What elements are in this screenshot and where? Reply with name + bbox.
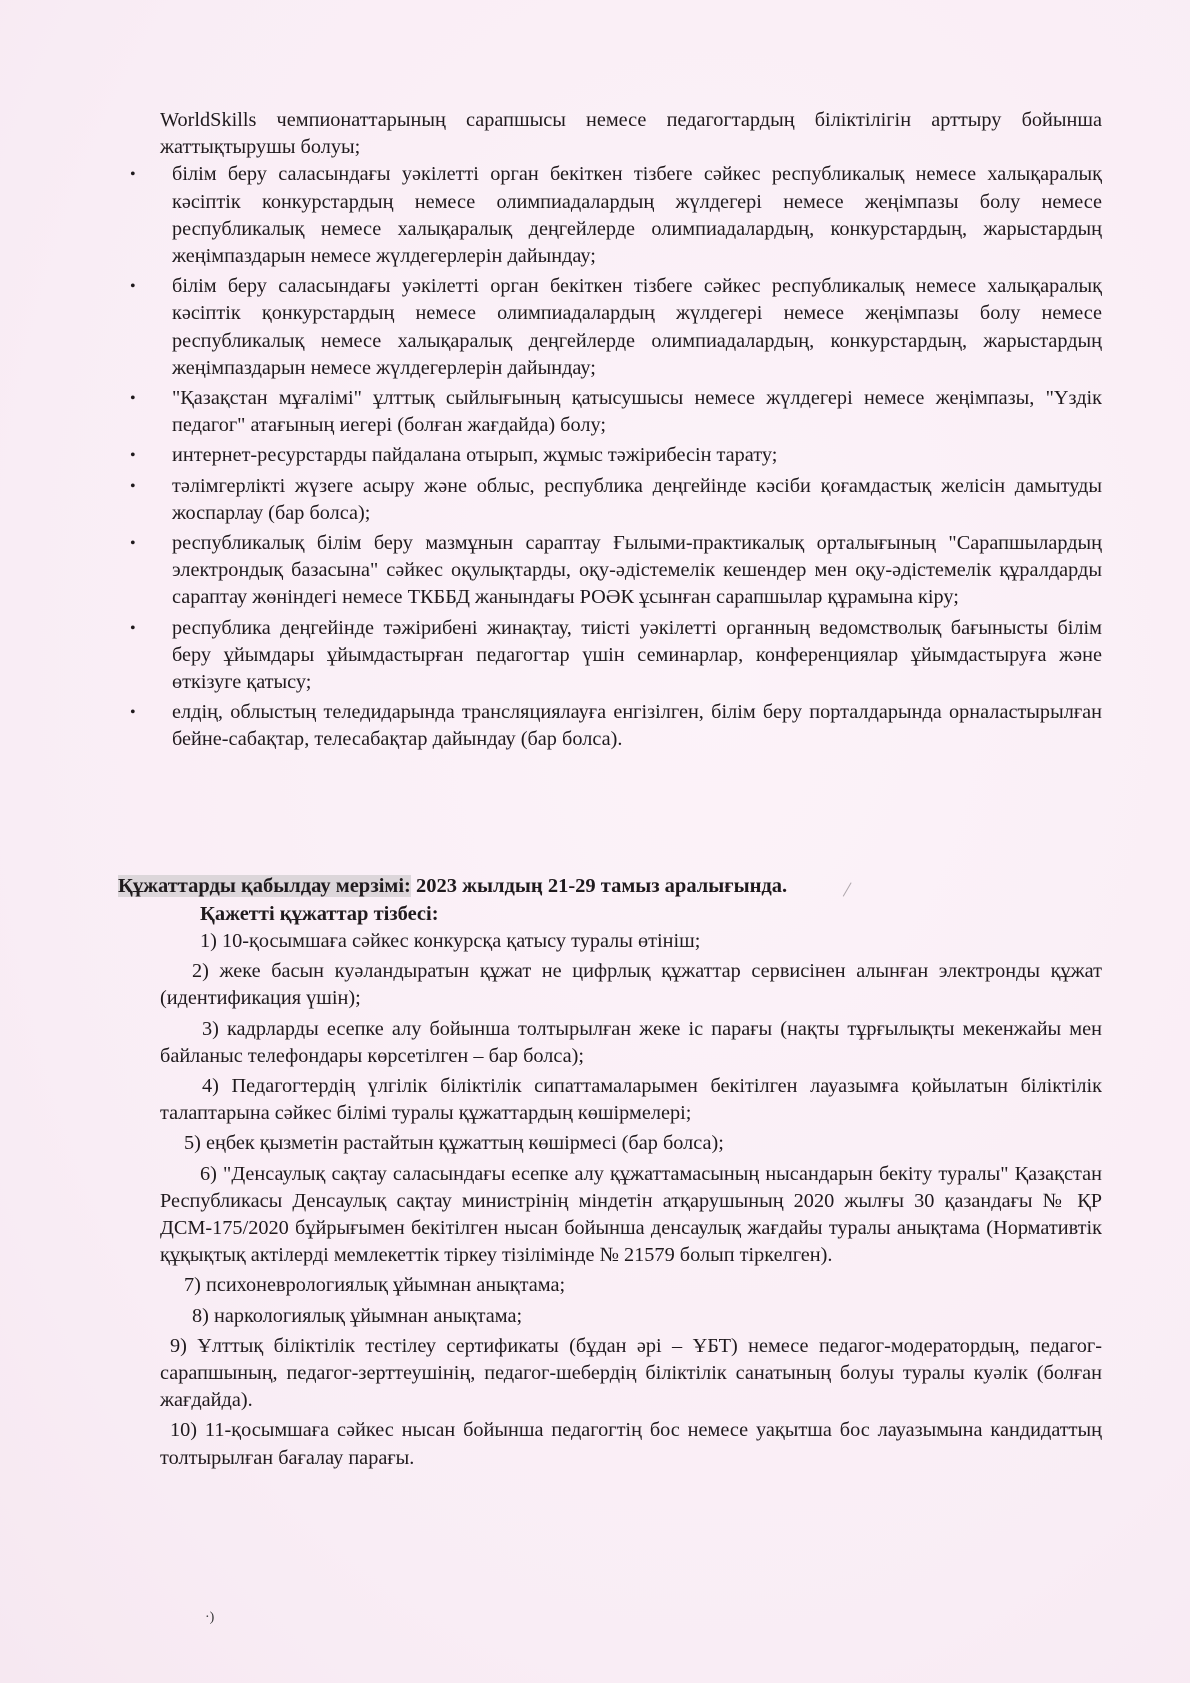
document-item: 4) Педагогтердің үлгілік біліктілік сипаттамаларымен бекітілген лауазымға қойылатын біліктілік талаптарына сәйкес білімі туралы құжаттардың көшірмелері; xyxy=(160,1075,1102,1125)
required-documents-list xyxy=(160,928,1102,1472)
bullet-text: елдің, облыстың теледидарында трансляциялауға енгізілген, білім беру порталдарында орналастырылған бейне-сабақтар, телесабақтар дайындау (бар болса). xyxy=(172,701,1102,751)
document-item: 5) еңбек қызметін растайтын құжаттың көшірмесі (бар болса); xyxy=(184,1132,724,1155)
footer-mark: ·) xyxy=(205,1610,215,1625)
bullet-icon: • xyxy=(130,477,136,495)
bullet-item xyxy=(130,385,1102,439)
requirements-section xyxy=(130,107,1102,754)
document-deadline xyxy=(118,873,1118,900)
bullet-icon: • xyxy=(130,447,136,465)
document-item: 7) психоневрологиялық ұйымнан анықтама; xyxy=(184,1274,566,1297)
document-item: 9) Ұлттық біліктілік тестілеу сертификаты (бұдан әрі – ҰБТ) немесе педагог-модератордың, педагог-сарапшының, педагог-зерттеушінің, педагог-шебердің біліктілік санатының болуы туралы куәлік (болған жағдайда). xyxy=(160,1334,1102,1412)
bullet-item xyxy=(130,615,1102,697)
document-item: 2) жеке басын куәландыратын құжат не цифрлық құжаттар сервисінен алынған электронды құжат (идентификация үшін); xyxy=(160,960,1102,1010)
bullet-item xyxy=(130,699,1102,753)
document-item: 3) кадрларды есепке алу бойынша толтырылған жеке іс парағы (нақты тұрғылықты мекенжайы мен байланыс телефондары көрсетілген – бар болса); xyxy=(160,1017,1102,1067)
bullet-icon: • xyxy=(130,535,136,553)
bullet-icon: • xyxy=(130,390,136,408)
deadline-value: 2023 жылдың 21-29 тамыз аралығында. xyxy=(410,875,788,897)
document-item: 6) "Денсаулық сақтау саласындағы есепке алу құжаттамасының нысандарын бекіту туралы" Қазақстан Республикасы Денсаулық сақтау министрінің міндетін атқарушының 2020 жылғы 30 қазандағы № ҚР ДСМ-175/2020 бұйрығымен бекітілген нысан бойынша денсаулық жағдайы туралы анықтама (Нормативтік құқықтық актілерді мемлекеттік тіркеу тізілімінде № 21579 болып тіркелген). xyxy=(160,1162,1102,1267)
bullet-text: интернет-ресурстарды пайдалана отырып, жұмыс тәжірибесін тарату; xyxy=(172,444,778,467)
bullet-icon: • xyxy=(130,166,136,184)
bullet-text: республикалық білім беру мазмұнын сараптау Ғылыми-практикалық орталығының "Сарапшылардың электрондық базасына" сәйкес оқулықтарды, оқу-әдістемелік кешендер мен оқу-әдістемелік құралдарды сараптау жөніндегі немесе ТКББД жанындағы РОӘК ұсынған сарапшылар құрамына кіру; xyxy=(172,532,1102,609)
bullet-text: "Қазақстан мұғалімі" ұлттық сыйлығының қатысушысы немесе жүлдегері немесе жеңімпазы, "Үздік педагог" атағының иегері (болған жағдайда) болу; xyxy=(172,387,1102,437)
bullet-item xyxy=(130,442,1102,469)
bullet-text: білім беру саласындағы уәкілетті орган бекіткен тізбеге сәйкес республикалық немесе халықаралық кәсіптік қонкурстардың немесе олимпиадалардың жүлдегері немесе жеңімпазы болу немесе республикалық немесе халықаралық деңгейлерде олимпиадалардың, конкурстардың, жарыстардың жеңімпаздарын немесе жүлдегерлерін дайындау; xyxy=(172,275,1102,379)
bullet-icon: • xyxy=(130,704,136,722)
bullet-icon: • xyxy=(130,278,136,296)
bullet-text: білім беру саласындағы уәкілетті орган бекіткен тізбеге сәйкес республикалық немесе халықаралық кәсіптік конкурстардың немесе олимпиадалардың жүлдегері немесе жеңімпазы болу немесе республикалық немесе халықаралық деңгейлерде олимпиадалардың, конкурстардың, жарыстардың жеңімпаздарын немесе жүлдегерлерін дайындау; xyxy=(172,163,1102,268)
requirements-bullet-list xyxy=(130,161,1102,753)
bullet-item xyxy=(130,473,1102,527)
deadline-label: Құжаттарды қабылдау мерзімі: xyxy=(118,875,411,897)
bullet-item xyxy=(130,530,1102,612)
bullet-item xyxy=(130,161,1102,270)
bullet-text: тәлімгерлікті жүзеге асыру және облыс, республика деңгейінде кәсіби қоғамдастық желісін дамытуды жоспарлау (бар болса); xyxy=(172,474,1102,524)
required-documents-title: Қажетті құжаттар тізбесі: xyxy=(200,903,439,925)
document-item: 1) 10-қосымшаға сәйкес конкурсқа қатысу туралы өтініш; xyxy=(200,930,701,952)
bullet-text: республика деңгейінде тәжірибені жинақтау, тиісті уәкілетті органның ведомстволық бағынысты білім беру ұйымдары ұйымдастырған педагогтар үшін семинарлар, конференциялар ұйымдастыруға және өткізуге қатысу; xyxy=(172,616,1102,694)
intro-continuation: WorldSkills чемпионаттарының сарапшысы немесе педагогтардың біліктілігін арттыру бойынша жаттықтырушы болуы; xyxy=(160,109,1102,159)
bullet-item xyxy=(130,273,1102,382)
document-item: 10) 11-қосымшаға сәйкес нысан бойынша педагогтің бос немесе уақытша бос лауазымына кандидаттың толтырылған бағалау парағы. xyxy=(160,1419,1102,1469)
document-item: 8) наркологиялық ұйымнан анықтама; xyxy=(192,1304,523,1327)
bullet-icon: • xyxy=(130,619,136,637)
